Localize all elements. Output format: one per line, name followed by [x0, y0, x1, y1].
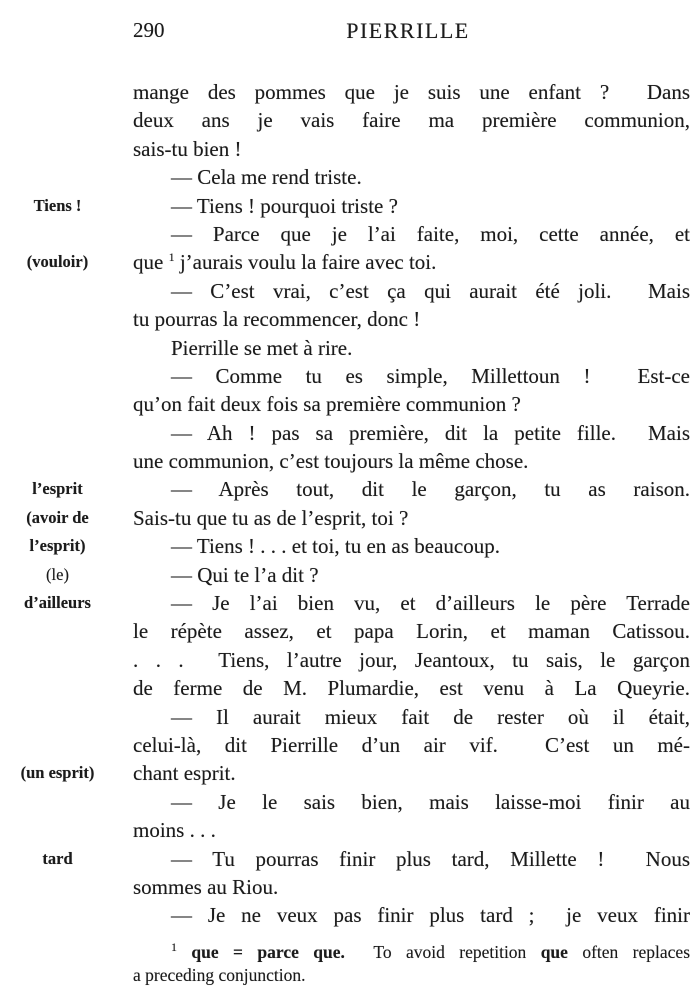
text-segment: — Il aurait mieux fait de rester où il était, — [171, 704, 690, 729]
text-segment: — Ah ! pas sa première, dit la petite fille. Mais — [171, 420, 690, 445]
text-line-row — [0, 617, 690, 645]
text-segment: que = parce que. — [177, 941, 345, 962]
text-segment: que — [540, 941, 568, 962]
margin-gutter — [0, 106, 133, 134]
text-line-row — [0, 589, 690, 617]
text-segment: — Après tout, dit le garçon, tu as raison. — [171, 477, 690, 502]
page-header — [0, 18, 690, 44]
text-line — [133, 646, 690, 674]
margin-gutter — [0, 334, 133, 362]
text-segment: Sais-tu que tu as de l’esprit, toi ? — [133, 505, 409, 530]
text-segment: — Tiens ! pourquoi triste ? — [171, 193, 398, 218]
text-line-row — [0, 220, 690, 248]
margin-gutter — [0, 617, 133, 645]
text-line — [133, 163, 690, 191]
margin-gloss: (vouloir) — [26, 252, 89, 272]
text-segment: une communion, c’est toujours la même chose. — [133, 449, 529, 474]
text-segment: celui-là, dit Pierrille d’un air vif. C’est un mé- — [133, 732, 690, 757]
margin-gutter — [0, 873, 133, 901]
text-line-row — [0, 305, 690, 333]
text-segment: j’aurais voulu la faire avec toi. — [174, 250, 437, 275]
margin-gloss: (un esprit) — [20, 763, 95, 783]
running-title: PIERRILLE — [346, 18, 470, 43]
text-line — [133, 873, 690, 901]
margin-gutter — [0, 703, 133, 731]
margin-gloss: (avoir de — [26, 507, 89, 527]
margin-gutter — [0, 390, 133, 418]
text-segment: — Qui te l’a dit ? — [171, 562, 319, 587]
footnote-line — [133, 964, 690, 987]
text-line-row — [0, 759, 690, 787]
text-segment: often replaces — [567, 941, 690, 962]
text-line — [133, 447, 690, 475]
text-line — [133, 703, 690, 731]
text-segment: chant esprit. — [133, 761, 236, 786]
text-line-row — [0, 106, 690, 134]
text-line-row — [0, 674, 690, 702]
text-line-row — [0, 277, 690, 305]
text-segment: tu pourras la recommencer, donc ! — [133, 307, 421, 332]
text-line-row — [0, 504, 690, 532]
margin-gloss: Tiens ! — [33, 195, 82, 215]
text-line — [133, 816, 690, 844]
margin-gutter — [0, 731, 133, 759]
text-line — [133, 475, 690, 503]
text-line-row — [0, 362, 690, 390]
text-segment: mange des pommes que je suis une enfant ? Dans — [133, 80, 690, 104]
text-line — [133, 589, 690, 617]
text-segment: Pierrille se met à rire. — [171, 335, 353, 360]
margin-gutter — [0, 646, 133, 674]
text-line — [133, 674, 690, 702]
page-number: 290 — [133, 18, 165, 42]
margin-gutter — [0, 163, 133, 191]
text-segment: de ferme de M. Plumardie, est venu à La Queyrie. — [133, 676, 690, 701]
text-line-row — [0, 703, 690, 731]
margin-gutter — [0, 305, 133, 333]
text-line-row — [0, 475, 690, 503]
text-line-row — [0, 135, 690, 163]
text-line — [133, 532, 690, 560]
margin-gutter — [0, 901, 133, 929]
text-line-row — [0, 248, 690, 276]
footnote-reference-sup: 1 — [168, 250, 175, 265]
text-line-row — [0, 419, 690, 447]
text-segment: — Comme tu es simple, Millettoun ! Est-ce — [171, 363, 690, 388]
text-line — [133, 901, 690, 929]
margin-gutter — [0, 816, 133, 844]
text-line — [133, 248, 690, 276]
text-segment: — Cela me rend triste. — [171, 165, 362, 190]
footnote — [0, 941, 690, 987]
text-segment: — Je ne veux pas finir plus tard ; je veux finir — [171, 903, 690, 928]
text-segment: deux ans je vais faire ma première communion, — [133, 108, 690, 133]
text-line — [133, 390, 690, 418]
margin-gloss: l’esprit) — [29, 536, 86, 556]
text-segment: que — [133, 250, 169, 275]
margin-gutter — [0, 788, 133, 816]
text-segment: . . . Tiens, l’autre jour, Jeantoux, tu sais, le garçon — [133, 647, 690, 672]
text-segment: — Tiens ! . . . et toi, tu en as beaucoup. — [171, 534, 500, 559]
text-line-row — [0, 532, 690, 560]
text-line-row — [0, 78, 690, 106]
text-line — [133, 78, 690, 106]
margin-gutter — [0, 674, 133, 702]
text-segment: le répète assez, et papa Lorin, et maman Catissou. — [133, 619, 690, 644]
text-line — [133, 220, 690, 248]
footnote-line-row — [0, 941, 690, 964]
text-line-row — [0, 334, 690, 362]
text-line — [133, 504, 690, 532]
text-segment: a preceding conjunction. — [133, 964, 306, 985]
text-line-row — [0, 390, 690, 418]
margin-gutter — [0, 419, 133, 447]
footnote-line-row — [0, 964, 690, 987]
footnote-line — [133, 941, 690, 964]
text-line — [133, 561, 690, 589]
text-segment: — Je le sais bien, mais laisse-moi finir au — [171, 789, 690, 814]
text-line-row — [0, 845, 690, 873]
margin-gutter — [0, 277, 133, 305]
margin-gutter — [0, 135, 133, 163]
text-line-row — [0, 816, 690, 844]
text-segment: — C’est vrai, c’est ça qui aurait été joli. Mais — [171, 278, 690, 303]
text-line — [133, 362, 690, 390]
margin-gloss: (le) — [46, 564, 69, 584]
text-line-row — [0, 192, 690, 220]
margin-gloss: l’esprit — [32, 479, 83, 499]
text-line — [133, 334, 690, 362]
text-line — [133, 731, 690, 759]
text-line — [133, 106, 690, 134]
margin-gutter — [0, 220, 133, 248]
text-segment: sommes au Riou. — [133, 874, 279, 899]
text-line — [133, 788, 690, 816]
margin-gutter — [0, 941, 133, 964]
text-segment: — Tu pourras finir plus tard, Millette ! Nous — [171, 846, 690, 871]
margin-gutter — [0, 78, 133, 106]
text-segment: — Parce que je l’ai faite, moi, cette année, et — [171, 221, 690, 246]
text-line — [133, 192, 690, 220]
text-segment: To avoid repetition — [344, 941, 541, 962]
footnote-reference-sup: 1 — [171, 940, 177, 954]
text-segment: — Je l’ai bien vu, et d’ailleurs le père Terrade — [171, 591, 690, 616]
text-line-row — [0, 731, 690, 759]
text-line-row — [0, 873, 690, 901]
text-line — [133, 419, 690, 447]
text-line — [133, 845, 690, 873]
text-segment: qu’on fait deux fois sa première communion ? — [133, 392, 521, 417]
margin-gutter — [0, 964, 133, 987]
text-line — [133, 617, 690, 645]
text-segment: sais-tu bien ! — [133, 136, 242, 161]
text-line-row — [0, 646, 690, 674]
text-line-row — [0, 561, 690, 589]
text-line — [133, 305, 690, 333]
text-line-row — [0, 163, 690, 191]
text-segment: moins . . . — [133, 818, 216, 843]
margin-gloss: tard — [42, 848, 73, 868]
margin-gutter — [0, 362, 133, 390]
text-line-row — [0, 447, 690, 475]
text-line-row — [0, 788, 690, 816]
text-line — [133, 135, 690, 163]
text-line — [133, 277, 690, 305]
text-line-row — [0, 901, 690, 929]
text-line — [133, 759, 690, 787]
margin-gutter — [0, 447, 133, 475]
body-text — [0, 78, 690, 930]
margin-gloss: d’ailleurs — [24, 593, 91, 613]
